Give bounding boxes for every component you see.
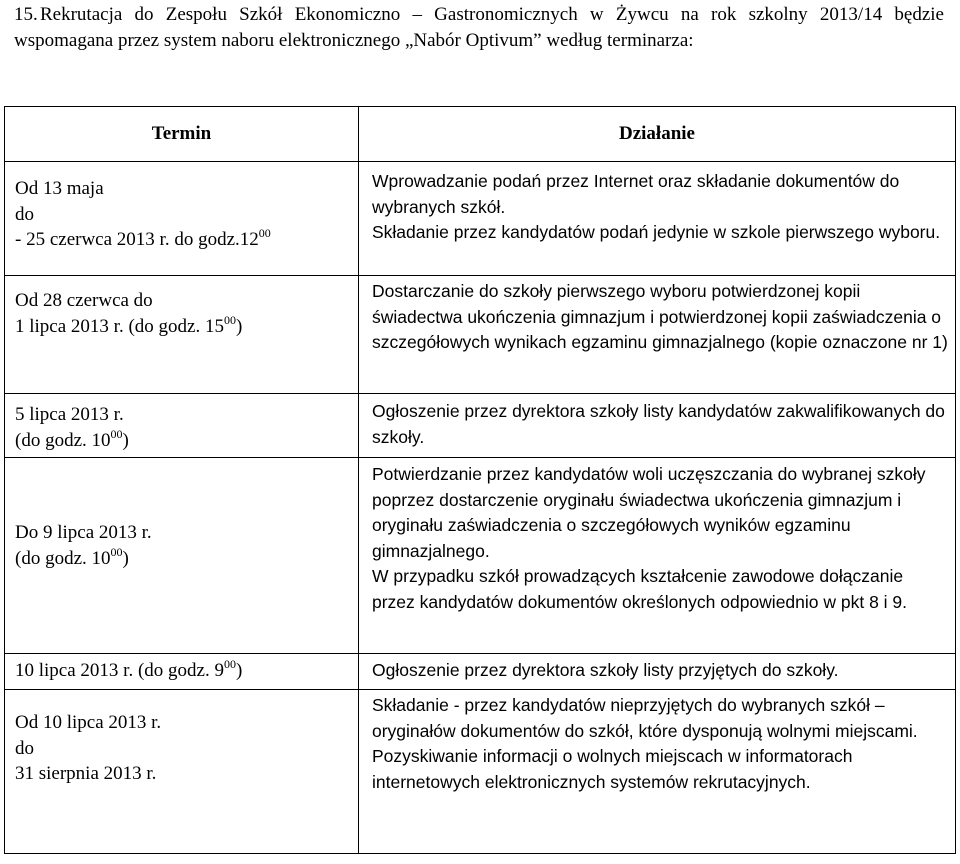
term-line: Od 28 czerwca do [15,290,153,311]
action-text: Ogłoszenie przez dyrektora szkoły listy kandydatów zakwalifikowanych do szkoły. [372,401,945,447]
action-cell [359,394,956,458]
term-line: (do godz. $10^{00}$) [15,544,129,569]
action-text: Ogłoszenie przez dyrektora szkoły listy przyjętych do szkoły. [372,660,839,680]
term-cell [5,276,359,394]
schedule-table [4,106,956,854]
table-row [5,276,956,394]
action-cell [359,276,956,394]
term-line: Do 9 lipca 2013 r. [15,522,152,543]
term-cell [5,394,359,458]
action-text: W przypadku szkół prowadzących kształcenie zawodowe dołączanie przez kandydatów dokumentów określonych odpowiednio w pkt 8 i 9. [372,566,908,612]
term-line: Od 13 maja [15,178,104,199]
term-cell [5,458,359,654]
table-row [5,162,956,276]
action-cell [359,162,956,276]
term-line: 31 sierpnia 2013 r. [15,763,157,784]
term-line: 10 lipca 2013 r. (do godz. $9^{00}$) [15,657,243,681]
term-cell [5,690,359,854]
table-row [5,690,956,854]
action-text: Dostarczanie do szkoły pierwszego wyboru potwierdzonej kopii świadectwa ukończenia gimnazjum i potwierdzonej kopii zaświadczenia o szczegółowych wynikach egzaminu gimnazjalnego (kopie oznaczone nr 1) [372,281,948,352]
action-cell [359,458,956,654]
header-term: Termin [5,107,359,162]
action-cell [359,654,956,690]
term-line: 5 lipca 2013 r. [15,404,124,425]
intro-text: Rekrutacja do Zespołu Szkół Ekonomiczno – Gastronomicznych w Żywcu na rok szkolny 2013/14 będzie wspomagana przez system naboru elektronicznego „Nabór Optivum” według terminarza: [14,4,944,51]
header-action: Działanie [359,107,956,162]
intro-paragraph [14,2,944,53]
action-text: Potwierdzanie przez kandydatów woli uczęszczania do wybranej szkoły poprzez dostarczenie oryginału świadectwa ukończenia gimnazjum i oryginału zaświadczenia o szczegółowych wyników egzaminu gimnazjalnego. [372,464,926,561]
table-row [5,394,956,458]
term-line: do [15,203,34,225]
action-cell [359,690,956,854]
action-text: Składanie - przez kandydatów nieprzyjętych do wybranych szkół – oryginałów dokumentów do szkół, które dysponują wolnymi miejscami. [372,695,918,741]
term-line: Od 10 lipca 2013 r. [15,712,162,733]
term-cell [5,162,359,276]
term-cell [5,654,359,690]
action-text: Pozyskiwanie informacji o wolnych miejscach w informatorach internetowych elektronicznych systemów rekrutacyjnych. [372,746,853,792]
table-header-row [5,107,956,162]
action-text: Wprowadzanie podań przez Internet oraz składanie dokumentów do wybranych szkół. [372,171,900,217]
term-line: (do godz. $10^{00}$) [15,426,129,451]
action-text: Składanie przez kandydatów podań jedynie w szkole pierwszego wyboru. [372,222,941,242]
table-row [5,458,956,654]
term-line: do [15,737,34,759]
term-line: 1 lipca 2013 r. (do godz. $15^{00}$) [15,312,243,337]
table-row [5,654,956,690]
term-line: - 25 czerwca 2013 r. do $godz.12^{00}$ [15,226,271,250]
item-number: 15. [14,4,38,25]
